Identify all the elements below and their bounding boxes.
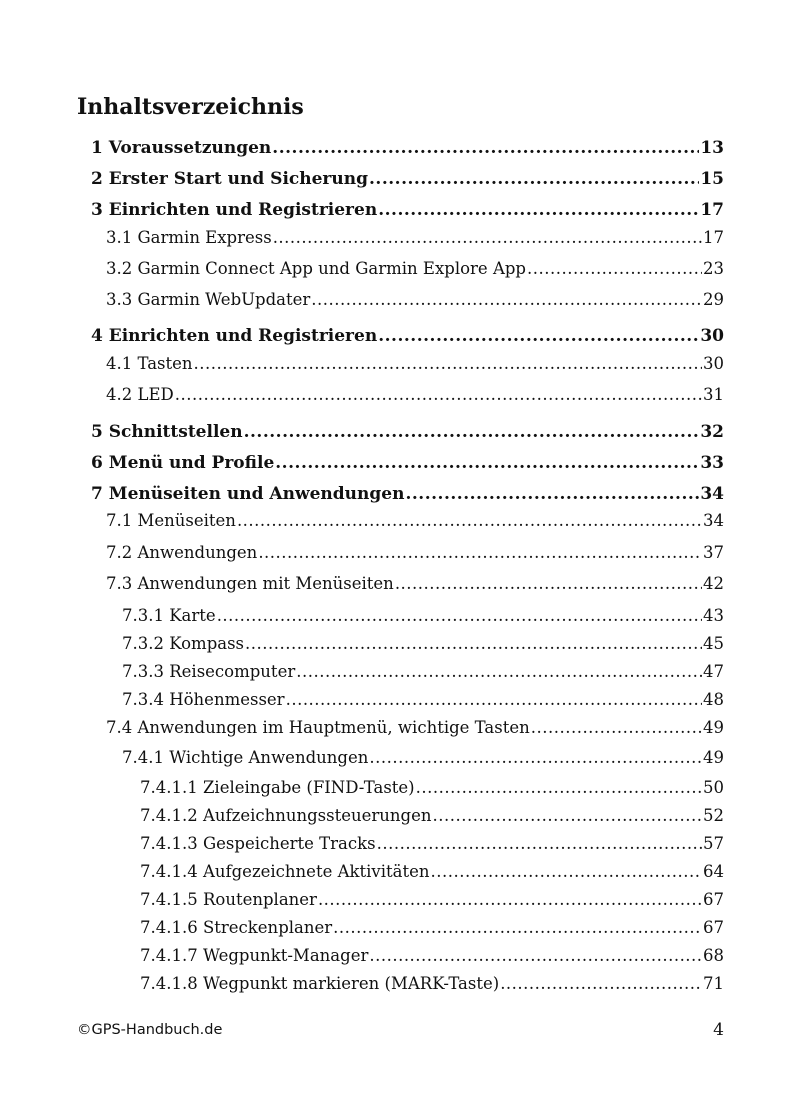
toc-entry[interactable] [140, 918, 724, 938]
toc-entry-label: 7.3.2 Kompass [122, 634, 245, 653]
toc-entry[interactable] [122, 748, 724, 768]
toc-entry-page: 31 [703, 385, 724, 404]
toc-entry-label: 7.4.1.2 Aufzeichnungssteuerungen [140, 806, 432, 825]
toc-leader-dots [258, 543, 702, 563]
toc-entry-label: 7.4.1 Wichtige Anwendungen [122, 748, 369, 767]
toc-entry-label: 4.2 LED [106, 385, 174, 404]
toc-entry-label: 2 Erster Start und Sicherung [91, 169, 368, 189]
toc-entry-label: 3 Einrichten und Registrieren [91, 200, 378, 220]
toc-entry-page: 50 [703, 778, 724, 797]
toc-leader-dots [416, 778, 702, 798]
toc-entry[interactable] [91, 453, 724, 473]
toc-leader-dots [237, 511, 702, 531]
toc-entry[interactable] [91, 200, 724, 220]
toc-leader-dots [378, 200, 699, 220]
toc-entry-page: 52 [703, 806, 724, 825]
toc-entry-label: 7.3 Anwendungen mit Menüseiten [106, 574, 394, 593]
toc-entry[interactable] [106, 574, 724, 594]
toc-entry-page: 68 [703, 946, 724, 965]
toc-entry[interactable] [106, 511, 724, 531]
toc-entry-page: 30 [703, 354, 724, 373]
toc-entry-label: 6 Menü und Profile [91, 453, 275, 473]
toc-leader-dots [378, 326, 699, 346]
footer-page-number: 4 [713, 1020, 724, 1040]
toc-leader-dots [432, 806, 702, 826]
toc-leader-dots [175, 385, 702, 405]
toc-entry[interactable] [91, 326, 724, 346]
toc-leader-dots [217, 606, 702, 626]
toc-entry[interactable] [140, 778, 724, 798]
toc-entry-page: 13 [700, 138, 724, 158]
toc-entry[interactable] [106, 354, 724, 374]
toc-entry-label: 3.2 Garmin Connect App und Garmin Explore App [106, 259, 526, 278]
toc-entry-label: 7 Menüseiten und Anwendungen [91, 484, 405, 504]
toc-entry-page: 48 [703, 690, 724, 709]
toc-entry-label: 5 Schnittstellen [91, 422, 243, 442]
toc-entry-label: 7.2 Anwendungen [106, 543, 258, 562]
toc-entry[interactable] [91, 169, 724, 189]
toc-entry-page: 32 [700, 422, 724, 442]
toc-entry-label: 7.4.1.5 Routenplaner [140, 890, 317, 909]
toc-entry[interactable] [122, 606, 724, 626]
toc-entry-page: 33 [700, 453, 724, 473]
toc-entry[interactable] [140, 890, 724, 910]
toc-leader-dots [369, 946, 702, 966]
toc-leader-dots [296, 662, 702, 682]
toc-entry[interactable] [140, 862, 724, 882]
toc-leader-dots [318, 890, 702, 910]
toc-entry-label: 7.4.1.4 Aufgezeichnete Aktivitäten [140, 862, 430, 881]
toc-entry-page: 42 [703, 574, 724, 593]
toc-entry-page: 49 [703, 748, 724, 767]
toc-entry-label: 7.3.1 Karte [122, 606, 216, 625]
toc-entry-page: 30 [700, 326, 724, 346]
toc-entry-label: 4 Einrichten und Registrieren [91, 326, 378, 346]
footer-copyright: ©GPS-Handbuch.de [77, 1022, 223, 1038]
toc-entry[interactable] [106, 259, 724, 279]
toc-entry-page: 15 [700, 169, 724, 189]
toc-entry[interactable] [106, 385, 724, 405]
toc-leader-dots [405, 484, 699, 504]
toc-leader-dots [377, 834, 702, 854]
toc-leader-dots [272, 138, 699, 158]
toc-entry-page: 71 [703, 974, 724, 993]
toc-entry-page: 57 [703, 834, 724, 853]
toc-entry-page: 17 [700, 200, 724, 220]
toc-entry[interactable] [106, 718, 724, 738]
toc-entry[interactable] [106, 228, 724, 248]
toc-entry[interactable] [91, 422, 724, 442]
toc-leader-dots [431, 862, 703, 882]
toc-entry-label: 4.1 Tasten [106, 354, 193, 373]
toc-entry[interactable] [122, 690, 724, 710]
toc-entry-label: 7.3.3 Reisecomputer [122, 662, 296, 681]
toc-entry-label: 7.4 Anwendungen im Hauptmenü, wichtige Tasten [106, 718, 530, 737]
toc-entry-page: 67 [703, 890, 724, 909]
toc-leader-dots [311, 290, 702, 310]
toc-entry[interactable] [140, 974, 724, 994]
toc-entry[interactable] [140, 946, 724, 966]
toc-entry-label: 7.4.1.6 Streckenplaner [140, 918, 333, 937]
toc-entry[interactable] [106, 290, 724, 310]
toc-entry-label: 1 Voraussetzungen [91, 138, 272, 158]
toc-entry-page: 34 [700, 484, 724, 504]
toc-leader-dots [286, 690, 702, 710]
toc-entry[interactable] [140, 806, 724, 826]
toc-entry[interactable] [122, 634, 724, 654]
toc-entry-page: 17 [703, 228, 724, 247]
toc-leader-dots [275, 453, 699, 473]
toc-entry-label: 3.1 Garmin Express [106, 228, 272, 247]
toc-leader-dots [333, 918, 702, 938]
toc-entry[interactable] [91, 484, 724, 504]
toc-leader-dots [369, 169, 699, 189]
toc-entry-label: 7.4.1.3 Gespeicherte Tracks [140, 834, 376, 853]
toc-entry[interactable] [140, 834, 724, 854]
toc-entry-label: 7.4.1.8 Wegpunkt markieren (MARK-Taste) [140, 974, 500, 993]
toc-entry[interactable] [106, 543, 724, 563]
toc-leader-dots [245, 634, 702, 654]
toc-entry-page: 37 [703, 543, 724, 562]
toc-entry[interactable] [91, 138, 724, 158]
toc-entry-page: 45 [703, 634, 724, 653]
toc-leader-dots [369, 748, 702, 768]
toc-leader-dots [395, 574, 702, 594]
toc-leader-dots [273, 228, 702, 248]
toc-entry-page: 64 [703, 862, 724, 881]
toc-entry-page: 43 [703, 606, 724, 625]
toc-entry-page: 67 [703, 918, 724, 937]
toc-entry-label: 7.1 Menüseiten [106, 511, 236, 530]
toc-leader-dots [531, 718, 702, 738]
toc-entry-page: 49 [703, 718, 724, 737]
toc-entry-label: 7.4.1.1 Zieleingabe (FIND-Taste) [140, 778, 415, 797]
toc-entry-page: 29 [703, 290, 724, 309]
toc-entry-page: 34 [703, 511, 724, 530]
toc-entry-label: 7.4.1.7 Wegpunkt-Manager [140, 946, 369, 965]
toc-entry-label: 3.3 Garmin WebUpdater [106, 290, 311, 309]
toc-entry[interactable] [122, 662, 724, 682]
toc-leader-dots [500, 974, 702, 994]
toc-leader-dots [194, 354, 702, 374]
toc-entry-label: 7.3.4 Höhenmesser [122, 690, 285, 709]
toc-leader-dots [527, 259, 702, 279]
toc-entry-page: 23 [703, 259, 724, 278]
toc-entry-page: 47 [703, 662, 724, 681]
toc-leader-dots [244, 422, 700, 442]
toc-title: Inhaltsverzeichnis [77, 94, 304, 120]
